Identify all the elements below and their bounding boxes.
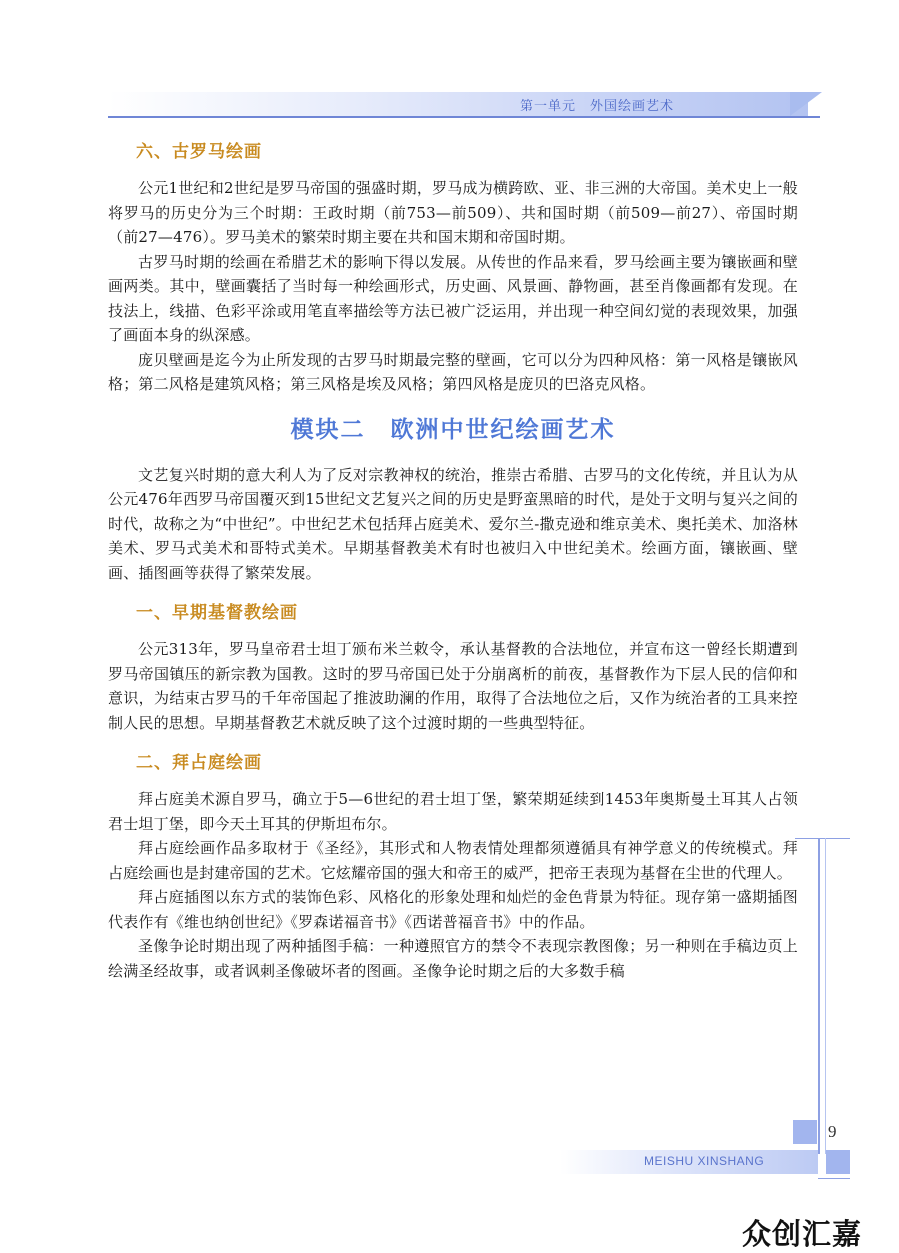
header-triangle: [790, 92, 822, 116]
section-heading-early-christian: 一、早期基督教绘画: [136, 603, 298, 622]
page-body: [108, 140, 798, 983]
frame-bottom-line: [818, 1178, 850, 1179]
header-rule: [108, 116, 820, 118]
paragraph: 拜占庭美术源自罗马，确立于5—6世纪的君士坦丁堡，繁荣期延续到1453年奥斯曼土耳其人占领君士坦丁堡，即今天土耳其的伊斯坦布尔。: [108, 790, 798, 833]
running-footer: MEISHU XINSHANG: [644, 1154, 765, 1168]
page-number-block: [793, 1120, 817, 1144]
watermark-logo: 众创汇嘉: [742, 1217, 863, 1251]
frame-top-line: [795, 838, 850, 839]
frame-vertical-line-light: [825, 838, 826, 1154]
paragraph: 公元313年，罗马皇帝君士坦丁颁布米兰敕令，承认基督教的合法地位，并宣布这一曾经长期遭到罗马帝国镇压的新宗教为国教。这时的罗马帝国已处于分崩离析的前夜，基督教作为下层人民的信仰和意识，为结束古罗马的千年帝国起了推波助澜的作用，取得了合法地位之后，又作为统治者的工具来控制人民的思想。早期基督教艺术就反映了这个过渡时期的一些典型特征。: [108, 640, 798, 732]
paragraph: 庞贝壁画是迄今为止所发现的古罗马时期最完整的壁画，它可以分为四种风格：第一风格是镶嵌风格；第二风格是建筑风格；第三风格是埃及风格；第四风格是庞贝的巴洛克风格。: [108, 350, 798, 393]
running-header: 第一单元 外国绘画艺术: [520, 98, 675, 113]
section-heading-byzantine: 二、拜占庭绘画: [136, 753, 262, 772]
paragraph: 圣像争论时期出现了两种插图手稿：一种遵照官方的禁令不表现宗教图像；另一种则在手稿边页上绘满圣经故事，或者讽刺圣像破坏者的图画。圣像争论时期之后的大多数手稿: [108, 937, 798, 980]
paragraph: 拜占庭插图以东方式的装饰色彩、风格化的形象处理和灿烂的金色背景为特征。现存第一盛期插图代表作有《维也纳创世纪》《罗森诺福音书》《西诺普福音书》中的作品。: [108, 888, 798, 931]
paragraph: 文艺复兴时期的意大利人为了反对宗教神权的统治，推崇古希腊、古罗马的文化传统，并且认为从公元476年西罗马帝国覆灭到15世纪文艺复兴之间的历史是野蛮黑暗的时代，是处于文明与复兴之间的时代，故称之为“中世纪”。中世纪艺术包括拜占庭美术、爱尔兰-撒克逊和维京美术、奥托美术、加洛林美术、罗马式美术和哥特式美术。早期基督教美术有时也被归入中世纪美术。绘画方面，镶嵌画、壁画、插图画等获得了繁荣发展。: [108, 465, 798, 582]
paragraph: 古罗马时期的绘画在希腊艺术的影响下得以发展。从传世的作品来看，罗马绘画主要为镶嵌画和壁画两类。其中，壁画囊括了当时每一种绘画形式，历史画、风景画、静物画，甚至肖像画都有发现。在技法上，线描、色彩平涂或用笔直率描绘等方法已被广泛运用，并出现一种空间幻觉的表现效果，加强了画面本身的纵深感。: [108, 252, 798, 344]
paragraph: 公元1世纪和2世纪是罗马帝国的强盛时期，罗马成为横跨欧、亚、非三洲的大帝国。美术史上一般将罗马的历史分为三个时期：王政时期（前753—前509）、共和国时期（前509—前27）、帝国时期（前27—476）。罗马美术的繁荣时期主要在共和国末期和帝国时期。: [108, 179, 798, 246]
module-title: 模块二 欧洲中世纪绘画艺术: [290, 415, 616, 442]
section-heading-ancient-rome: 六、古罗马绘画: [136, 142, 262, 161]
page-number: 9: [828, 1122, 837, 1141]
paragraph: 拜占庭绘画作品多取材于《圣经》，其形式和人物表情处理都须遵循具有神学意义的传统模式。拜占庭绘画也是封建帝国的艺术。它炫耀帝国的强大和帝王的威严，把帝王表现为基督在尘世的代理人。: [108, 839, 798, 882]
frame-vertical-line: [818, 838, 820, 1154]
footer-block: [826, 1150, 850, 1174]
